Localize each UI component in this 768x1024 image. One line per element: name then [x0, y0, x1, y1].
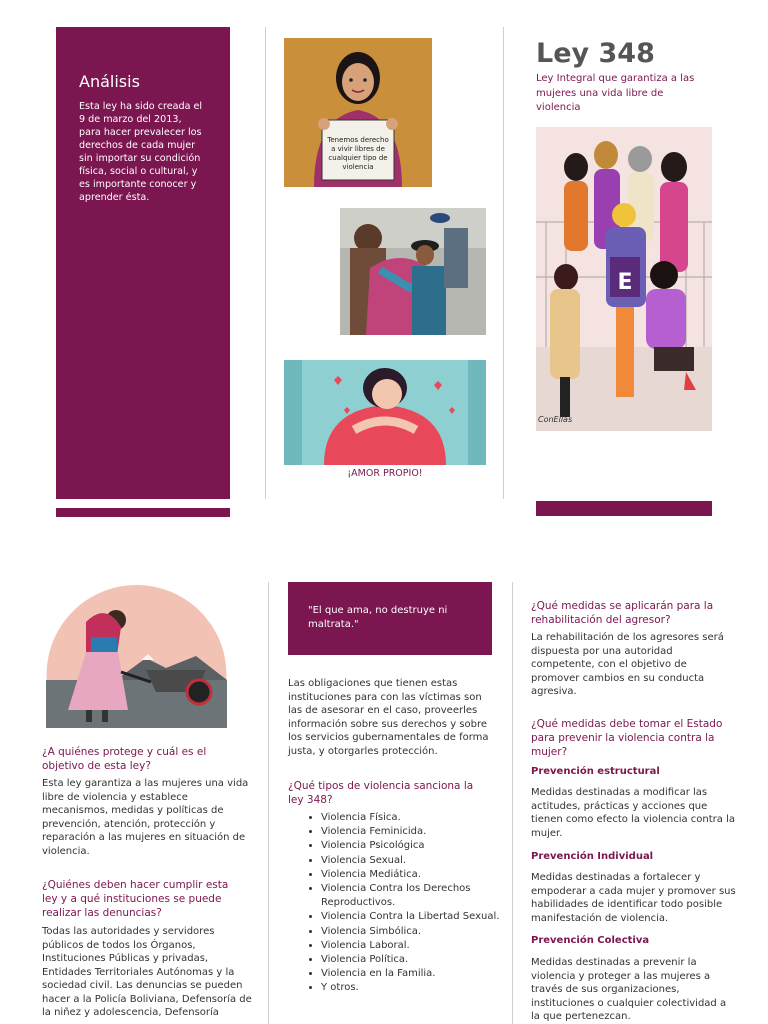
- law-subtitle: Ley Integral que garantiza a las mujeres una vida libre de violencia: [536, 73, 695, 113]
- violence-types-list: [288, 811, 521, 996]
- answer-aggressor-rehab: La rehabilitación de los agresores será dispuesta por una autoridad competente, con el objetivo de promover cambios en su conducta agresiva.: [531, 632, 724, 697]
- obligations-paragraph: Las obligaciones que tienen estas instituciones para con las víctimas son las de asesorar en el caso, proveerles información sobre sus derechos y sobre los servicios gubernamentales de forma justa, y otorgarles protección.: [288, 678, 489, 757]
- violence-type-item: • Violencia Psicológica: [321, 839, 521, 853]
- self-love-illustration: [284, 360, 486, 465]
- analysis-bottom-bar: [56, 508, 230, 517]
- question-state-prevention: ¿Qué medidas debe tomar el Estado para prevenir la violencia contra la mujer?: [531, 718, 723, 758]
- divider-top-1: [265, 27, 266, 499]
- violence-type-item: • Violencia Contra los Derechos Reproductivos.: [321, 882, 521, 910]
- book-letter: E: [617, 270, 633, 295]
- sign-text: Tenemos derecho a vivir libres de cualquier tipo de violencia: [327, 136, 389, 171]
- violence-type-item: • Y otros.: [321, 981, 521, 995]
- law-title: Ley 348: [536, 38, 655, 69]
- analysis-panel: [56, 27, 230, 499]
- analysis-body: Esta ley ha sido creada el 9 de marzo del 2013, para hacer prevalecer los derechos de cada mujer sin importar su condición física, social o cultural, y es importante conocer y aprender ésta.: [79, 101, 203, 203]
- violence-type-item: • Violencia Feminicida.: [321, 825, 521, 839]
- question-who-protects: ¿A quiénes protege y cuál es el objetivo de esta ley?: [42, 746, 207, 772]
- quote-box: [288, 582, 492, 655]
- question-aggressor-rehab: ¿Qué medidas se aplicarán para la rehabilitación del agresor?: [531, 600, 714, 626]
- text-individual-prevention: Medidas destinadas a fortalecer y empoderar a cada mujer y promover sus habilidades de identificar todo posible manifestación de violencia.: [531, 872, 736, 924]
- violence-type-item: • Violencia Laboral.: [321, 939, 521, 953]
- self-love-caption: ¡AMOR PROPIO!: [347, 468, 423, 479]
- violence-type-item: • Violencia Simbólica.: [321, 925, 521, 939]
- divider-bottom-1: [268, 582, 269, 1024]
- violence-type-item: • Violencia en la Familia.: [321, 967, 521, 981]
- question-violence-types: ¿Qué tipos de violencia sanciona la ley 348?: [288, 780, 474, 806]
- quote-text: "El que ama, no destruye ni maltrata.": [308, 605, 448, 630]
- woman-with-sign-illustration: [284, 38, 432, 187]
- violence-type-item: • Violencia Sexual.: [321, 854, 521, 868]
- question-who-enforces: ¿Quiénes deben hacer cumplir esta ley y a qué instituciones se puede realizar las denuncias?: [42, 879, 229, 919]
- violence-type-item: • Violencia Mediática.: [321, 868, 521, 882]
- text-collective-prevention: Medidas destinadas a prevenir la violencia y proteger a las mujeres a través de sus organizaciones, instituciones o cualquier colectividad a la que pertenezcan.: [531, 957, 727, 1022]
- answer-who-enforces: Todas las autoridades y servidores públicos de todos los Órganos, Instituciones Públicas y privadas, Entidades Territoriales Autónomas y la sociedad civil. Las denuncias se pueden hacer a la Policía Boliviana, Defensoría de la niñez y adolescencia, Defensoría: [42, 926, 252, 1018]
- woman-wheelbarrow-illustration: [46, 582, 227, 728]
- violence-type-item: • Violencia Física.: [321, 811, 521, 825]
- market-women-photo: [340, 208, 486, 335]
- answer-who-protects: Esta ley garantiza a las mujeres una vida libre de violencia y establece mecanismos, medidas y políticas de prevención, atención, protección y reparación a las mujeres en situación de violencia.: [42, 778, 249, 857]
- women-group-illustration: [536, 127, 712, 431]
- violence-type-item: • Violencia Contra la Libertad Sexual.: [321, 910, 521, 924]
- heading-structural-prevention: Prevención estructural: [531, 766, 660, 777]
- law-bottom-bar: [536, 501, 712, 516]
- heading-individual-prevention: Prevención Individual: [531, 851, 654, 862]
- violence-type-item: • Violencia Política.: [321, 953, 521, 967]
- divider-top-2: [503, 27, 504, 499]
- heading-collective-prevention: Prevención Colectiva: [531, 935, 650, 946]
- analysis-title: Análisis: [79, 72, 140, 91]
- text-structural-prevention: Medidas destinadas a modificar las actitudes, prácticas y acciones que tienen como efecto la violencia contra la mujer.: [531, 787, 736, 839]
- illustration-signature: ConEllas: [538, 415, 573, 424]
